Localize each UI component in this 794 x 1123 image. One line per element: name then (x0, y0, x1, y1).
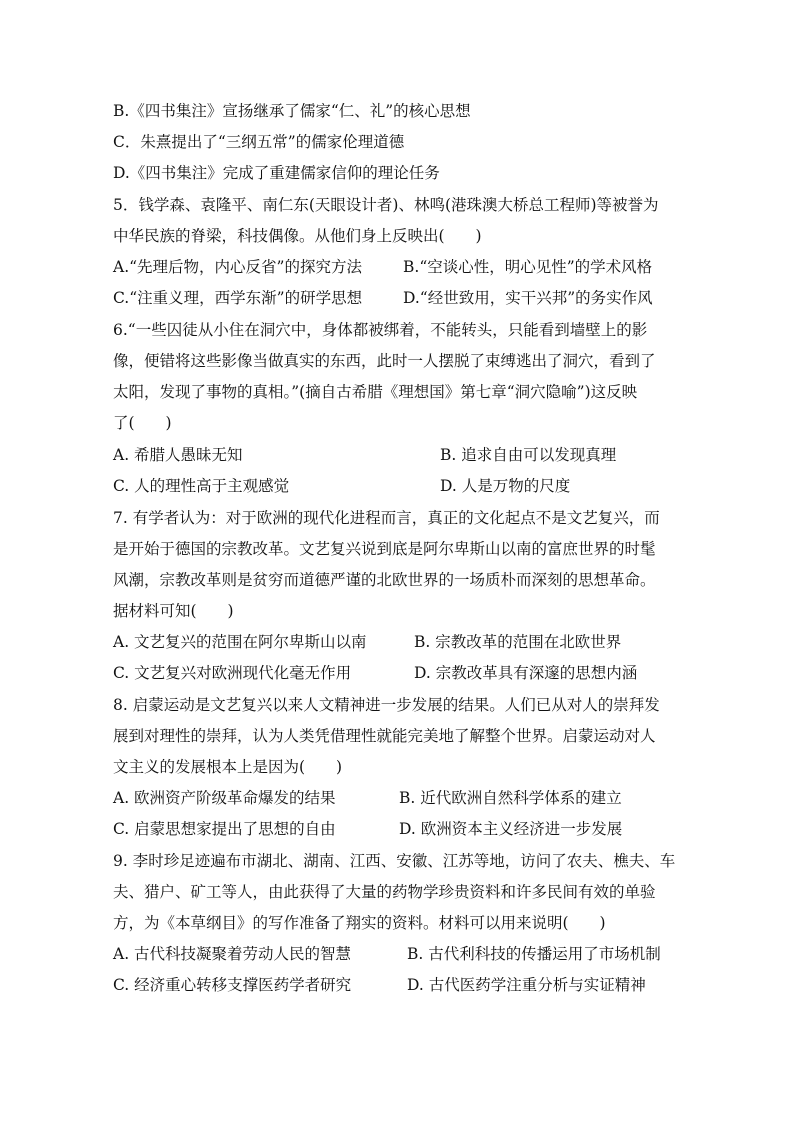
prev-option-d: D.《四书集注》完成了重建儒家信仰的理论任务 (113, 164, 440, 182)
q9-stem-line-3: 方，为《本草纲目》的写作准备了翔实的资料。材料可以用来说明( ) (113, 914, 606, 932)
q9-option-d: D. 古代医药学注重分析与实证精神 (407, 976, 646, 994)
q7-option-a: A. 文艺复兴的范围在阿尔卑斯山以南 (113, 633, 367, 651)
q7-stem-line-1: 7. 有学者认为：对于欧洲的现代化进程而言，真正的文化起点不是文艺复兴，而 (113, 509, 660, 527)
q5-stem-line-2: 中华民族的脊梁，科技偶像。从他们身上反映出( ) (113, 227, 482, 245)
q5-option-b: B.“空谈心性，明心见性”的学术风格 (403, 258, 653, 276)
q5-stem-line-1: 5．钱学森、袁隆平、南仁东(天眼设计者)、林鸣(港珠澳大桥总工程师)等被誉为 (113, 196, 659, 214)
prev-option-b: B.《四书集注》宣扬继承了儒家“仁、礼”的核心思想 (113, 102, 471, 120)
q7-stem-line-3: 风潮，宗教改革则是贫穷而道德严谨的北欧世界的一场质朴而深刻的思想革命。 (113, 571, 656, 589)
q9-option-c: C. 经济重心转移支撑医药学者研究 (113, 976, 352, 994)
q9-stem-line-2: 夫、猎户、矿工等人，由此获得了大量的药物学珍贵资料和许多民间有效的单验 (113, 883, 656, 901)
q7-option-d: D. 宗教改革具有深邃的思想内涵 (414, 664, 638, 682)
q6-stem-line-4: 了( ) (113, 414, 172, 432)
q6-stem-line-1: 6.“一些囚徒从小住在洞穴中，身体都被绑着，不能转头，只能看到墙壁上的影 (113, 321, 648, 339)
q5-option-d: D.“经世致用，实干兴邦”的务实作风 (403, 289, 653, 307)
q8-option-d: D. 欧洲资本主义经济进一步发展 (399, 820, 623, 838)
q7-option-b: B. 宗教改革的范围在北欧世界 (414, 633, 622, 651)
q8-option-c: C. 启蒙思想家提出了思想的自由 (113, 820, 336, 838)
q8-stem-line-2: 展到对理性的崇拜，认为人类凭借理性就能完美地了解整个世界。启蒙运动对人 (113, 727, 656, 745)
q9-option-a: A. 古代科技凝聚着劳动人民的智慧 (113, 945, 352, 963)
q5-option-c: C.“注重义理，西学东渐”的研学思想 (113, 289, 363, 307)
q7-stem-line-4: 据材料可知( ) (113, 602, 234, 620)
q6-option-c: C. 人的理性高于主观感觉 (113, 477, 290, 495)
q6-option-b: B. 追求自由可以发现真理 (440, 446, 617, 464)
q6-option-a: A. 希腊人愚昧无知 (113, 446, 243, 464)
q8-stem-line-3: 文主义的发展根本上是因为( ) (113, 758, 343, 776)
q7-option-c: C. 文艺复兴对欧洲现代化毫无作用 (113, 664, 352, 682)
q6-stem-line-3: 太阳，发现了事物的真相。”(摘自古希腊《理想国》第七章“洞穴隐喻”)这反映 (113, 383, 638, 401)
q7-stem-line-2: 是开始于德国的宗教改革。文艺复兴说到底是阿尔卑斯山以南的富庶世界的时髦 (113, 540, 656, 558)
q9-stem-line-1: 9. 李时珍足迹遍布市湖北、湖南、江西、安徽、江苏等地，访问了农夫、樵夫、车 (113, 852, 676, 870)
q6-stem-line-2: 像，便错将这些影像当做真实的东西，此时一人摆脱了束缚逃出了洞穴，看到了 (113, 352, 656, 370)
q9-option-b: B. 古代利科技的传播运用了市场机制 (407, 945, 661, 963)
q8-stem-line-1: 8. 启蒙运动是文艺复兴以来人文精神进一步发展的结果。人们已从对人的崇拜发 (113, 696, 660, 714)
prev-option-c: C．朱熹提出了“三纲五常”的儒家伦理道德 (113, 133, 405, 151)
q8-option-b: B. 近代欧洲自然科学体系的建立 (399, 789, 622, 807)
q6-option-d: D. 人是万物的尺度 (440, 477, 571, 495)
q8-option-a: A. 欧洲资产阶级革命爆发的结果 (113, 789, 336, 807)
q5-option-a: A.“先理后物，内心反省”的探究方法 (113, 258, 362, 276)
